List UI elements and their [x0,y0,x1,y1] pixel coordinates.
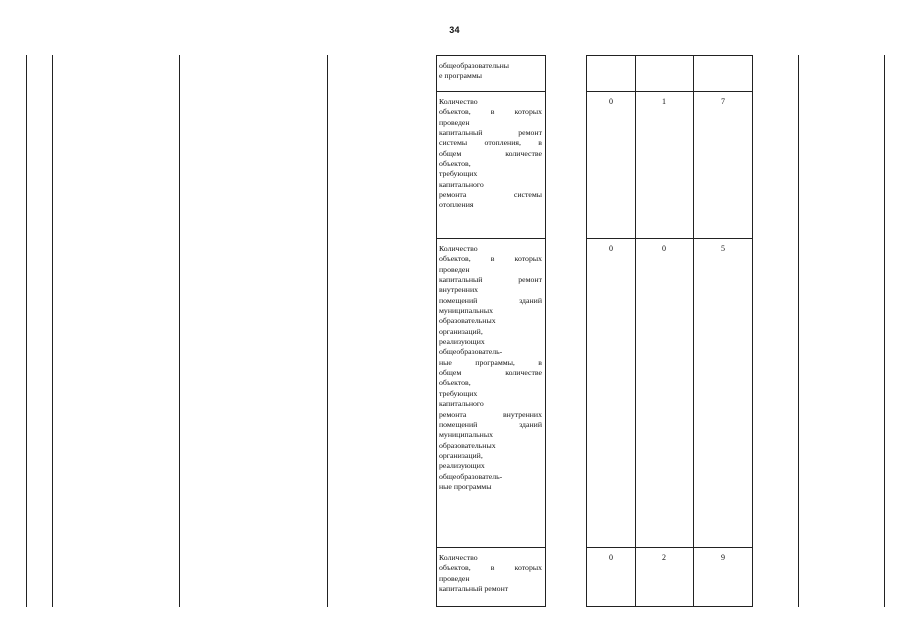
indicator-line: ремонта системы [439,190,542,200]
indicator-line: внутренних [439,285,479,295]
column-rule [327,55,328,607]
value-cell: 5 [721,244,725,253]
row-separator [436,55,546,56]
row-separator [586,238,753,239]
indicator-line: системы отопления, в [439,138,542,148]
indicator-right-border [545,55,546,607]
indicator-line: организаций, [439,450,483,460]
indicator-cell [439,244,542,492]
indicator-line: капитальный ремонт [439,128,542,138]
value-table-left-border [586,55,587,607]
value-cell: 1 [662,97,666,106]
value-col-rule [635,55,636,607]
indicator-line: требующих [439,388,478,398]
column-rule [179,55,180,607]
row-separator [436,547,546,548]
indicator-line: общем количестве [439,368,542,378]
row-separator [586,91,753,92]
indicator-line: проведен [439,573,470,583]
column-rule [798,55,799,607]
column-rule [884,55,885,607]
value-cell: 0 [609,244,613,253]
indicator-line: объектов, [439,378,471,388]
value-cell: 0 [662,244,666,253]
indicator-line: объектов, в которых [439,254,542,264]
indicator-line: общеобразовательны [439,61,510,70]
indicator-line: капитального [439,399,484,409]
value-cell: 0 [609,97,613,106]
indicator-line: отопления [439,200,474,210]
indicator-line: муниципальных [439,306,493,316]
row-separator [436,606,546,607]
indicator-left-border [436,55,437,607]
row-separator [436,238,546,239]
indicator-line: проведен [439,117,470,127]
indicator-line: реализующих [439,461,485,471]
indicator-line: общеобразователь- [439,347,503,357]
indicator-cell [439,61,542,82]
indicator-line: проведен [439,264,470,274]
value-cell: 7 [721,97,725,106]
indicator-line: общеобразователь- [439,471,503,481]
indicator-line: капитальный ремонт [439,584,509,594]
indicator-line: помещений зданий [439,295,542,305]
column-rule [52,55,53,607]
indicator-line: Количество [439,97,478,106]
value-cell: 2 [662,553,666,562]
indicator-line: объектов, в которых [439,563,542,573]
value-cell: 9 [721,553,725,562]
indicator-line: ные программы [439,481,492,491]
indicator-line: Количество [439,244,478,253]
indicator-line: муниципальных [439,430,493,440]
indicator-line: образовательных [439,316,496,326]
indicator-line: помещений зданий [439,419,542,429]
indicator-line: объектов, в которых [439,107,542,117]
indicator-line: капитального [439,179,484,189]
indicator-line: объектов, [439,159,471,169]
value-col-rule [693,55,694,607]
indicator-line: ремонта внутренних [439,409,542,419]
indicator-line: Количество [439,553,478,562]
column-rule [26,55,27,607]
row-separator [586,606,753,607]
indicator-line: организаций, [439,326,483,336]
row-separator [586,547,753,548]
indicator-line: ные программы, в [439,357,542,367]
row-separator [436,91,546,92]
indicator-line: е программы [439,71,483,81]
page-number: 34 [449,25,460,35]
indicator-cell [439,553,542,594]
indicator-line: образовательных [439,440,496,450]
row-separator [586,55,753,56]
value-cell: 0 [609,553,613,562]
indicator-line: капитальный ремонт [439,275,542,285]
indicator-line: общем количестве [439,148,542,158]
indicator-line: требующих [439,169,478,179]
value-table-right-border [752,55,753,607]
indicator-cell [439,97,542,211]
indicator-line: реализующих [439,337,485,347]
